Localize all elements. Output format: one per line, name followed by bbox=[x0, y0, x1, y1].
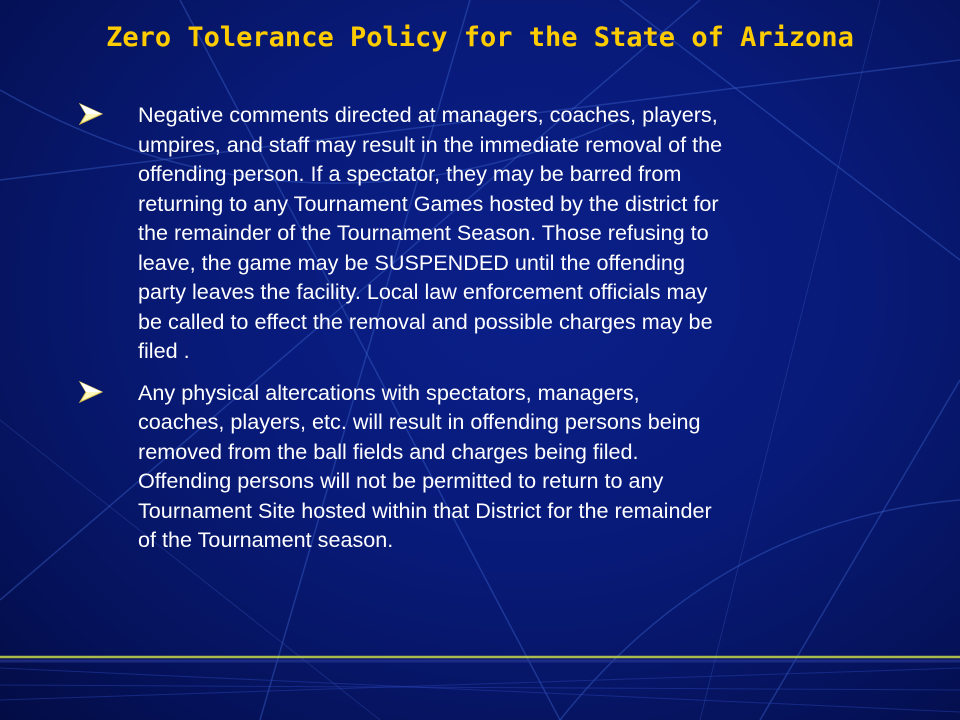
arrowhead-bullet-icon bbox=[78, 380, 104, 404]
arrowhead-bullet-icon bbox=[78, 102, 104, 126]
bullet-item bbox=[78, 378, 878, 555]
bullet-item bbox=[78, 100, 878, 366]
bullet-text: Any physical altercations with spectators, managers, coaches, players, etc. will result in offending persons being removed from the ball fields and charges being filed. Offending persons will not be permitted to return to any Tournament Site hosted within that District for the remainder of the Tournament season. bbox=[138, 379, 712, 552]
bullet-list bbox=[78, 100, 878, 567]
slide-title: Zero Tolerance Policy for the State of Arizona bbox=[106, 22, 854, 53]
bullet-text: Negative comments directed at managers, coaches, players, umpires, and staff may result in the immediate removal of the offending person. If a spectator, they may be barred from returning to any Tournament Games hosted by the district for the remainder of the Tournament Season. Those refusing to leave, the game may be SUSPENDED until the offending party leaves the facility. Local law enforcement officials may be called to effect the removal and possible charges may be filed . bbox=[138, 102, 723, 363]
